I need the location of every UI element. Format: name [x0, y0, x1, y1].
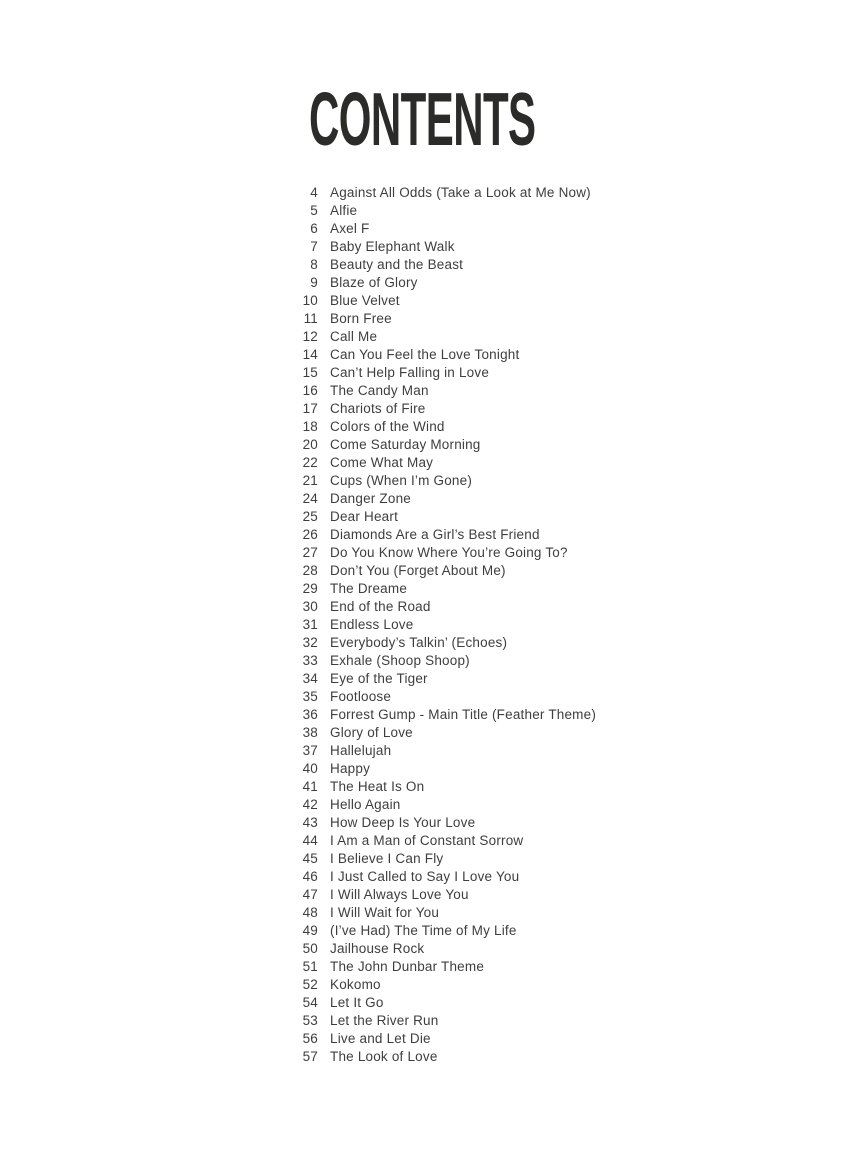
toc-song-title: Let the River Run	[330, 1013, 439, 1028]
toc-entry	[270, 184, 596, 202]
toc-song-title: Forrest Gump - Main Title (Feather Theme)	[330, 707, 597, 722]
toc-page-number: 47	[302, 887, 318, 902]
toc-song-title: Against All Odds (Take a Look at Me Now)	[330, 185, 591, 200]
toc-page-number: 38	[302, 725, 318, 740]
toc-entry	[270, 436, 596, 454]
toc-entry	[270, 562, 596, 580]
toc-song-title: Cups (When I’m Gone)	[330, 473, 473, 488]
toc-entry	[270, 724, 596, 742]
toc-song-title: Diamonds Are a Girl’s Best Friend	[330, 527, 540, 542]
toc-song-title: Born Free	[330, 311, 392, 326]
toc-entry	[270, 688, 596, 706]
toc-entry	[270, 814, 596, 832]
toc-song-title: End of the Road	[330, 599, 431, 614]
toc-page-number: 54	[302, 995, 318, 1010]
toc-song-title: Endless Love	[330, 617, 414, 632]
toc-page-number: 57	[302, 1049, 318, 1064]
toc-page-number: 9	[310, 275, 318, 290]
toc-page-number: 29	[302, 581, 318, 596]
toc-entry	[270, 598, 596, 616]
toc-page-number: 27	[302, 545, 318, 560]
toc-page-number: 22	[302, 455, 318, 470]
toc-page-number: 10	[302, 293, 318, 308]
toc-page-number: 46	[302, 869, 318, 884]
toc-song-title: Don’t You (Forget About Me)	[330, 563, 506, 578]
toc-song-title: Chariots of Fire	[330, 401, 426, 416]
toc-entry	[270, 274, 596, 292]
toc-entry	[270, 310, 596, 328]
toc-song-title: Everybody’s Talkin’ (Echoes)	[330, 635, 508, 650]
toc-entry	[270, 760, 596, 778]
toc-entry	[270, 940, 596, 958]
toc-page-number: 43	[302, 815, 318, 830]
toc-song-title: Hallelujah	[330, 743, 392, 758]
toc-page-number: 30	[302, 599, 318, 614]
toc-entry	[270, 850, 596, 868]
toc-entry	[270, 220, 596, 238]
toc-song-title: Blaze of Glory	[330, 275, 418, 290]
toc-page-number: 28	[302, 563, 318, 578]
toc-entry	[270, 238, 596, 256]
toc-song-title: How Deep Is Your Love	[330, 815, 476, 830]
toc-entry	[270, 454, 596, 472]
toc-song-title: Come Saturday Morning	[330, 437, 481, 452]
toc-entry	[270, 832, 596, 850]
toc-song-title: I Just Called to Say I Love You	[330, 869, 520, 884]
toc-entry	[270, 526, 596, 544]
toc-entry	[270, 580, 596, 598]
toc-song-title: The Heat Is On	[330, 779, 425, 794]
toc-page-number: 40	[302, 761, 318, 776]
toc-entry	[270, 958, 596, 976]
toc-page-number: 24	[302, 491, 318, 506]
toc-song-title: Dear Heart	[330, 509, 399, 524]
toc-page-number: 34	[302, 671, 318, 686]
toc-page-number: 7	[310, 239, 318, 254]
toc-page-number: 37	[302, 743, 318, 758]
toc-entry	[270, 418, 596, 436]
toc-page-number: 50	[302, 941, 318, 956]
toc-song-title: I Will Always Love You	[330, 887, 469, 902]
toc-song-title: I Am a Man of Constant Sorrow	[330, 833, 524, 848]
toc-entry	[270, 544, 596, 562]
toc-entry	[270, 994, 596, 1012]
toc-entry	[270, 634, 596, 652]
toc-entry	[270, 922, 596, 940]
toc-entry	[270, 382, 596, 400]
toc-page-number: 51	[302, 959, 318, 974]
toc-song-title: The Look of Love	[330, 1049, 438, 1064]
toc-song-title: The Dreame	[330, 581, 408, 596]
toc-entry	[270, 1048, 596, 1066]
toc-entry	[270, 508, 596, 526]
toc-entry	[270, 328, 596, 346]
toc-page-number: 33	[302, 653, 318, 668]
toc-page-number: 36	[302, 707, 318, 722]
toc-song-title: Footloose	[330, 689, 392, 704]
toc-entry	[270, 616, 596, 634]
toc-list	[270, 184, 596, 1066]
toc-page-number: 16	[302, 383, 318, 398]
title-container	[0, 77, 845, 161]
toc-page-number: 41	[302, 779, 318, 794]
toc-page-number: 49	[302, 923, 318, 938]
toc-entry	[270, 652, 596, 670]
toc-page-number: 44	[302, 833, 318, 848]
toc-entry	[270, 778, 596, 796]
toc-page-number: 14	[302, 347, 318, 362]
toc-song-title: Blue Velvet	[330, 293, 400, 308]
toc-entry	[270, 292, 596, 310]
toc-page-number: 32	[302, 635, 318, 650]
toc-page-number: 11	[303, 311, 318, 326]
toc-song-title: The Candy Man	[330, 383, 429, 398]
toc-page-number: 12	[302, 329, 318, 344]
toc-song-title: Jailhouse Rock	[330, 941, 425, 956]
toc-page-number: 42	[302, 797, 318, 812]
toc-song-title: (I’ve Had) The Time of My Life	[330, 923, 517, 938]
toc-song-title: Baby Elephant Walk	[330, 239, 455, 254]
toc-song-title: Let It Go	[330, 995, 384, 1010]
toc-page-number: 15	[302, 365, 318, 380]
toc-entry	[270, 904, 596, 922]
toc-song-title: Axel F	[330, 221, 370, 236]
toc-song-title: Can You Feel the Love Tonight	[330, 347, 520, 362]
toc-entry	[270, 490, 596, 508]
toc-page-number: 31	[302, 617, 318, 632]
toc-entry	[270, 400, 596, 418]
toc-entry	[270, 976, 596, 994]
toc-page-number: 4	[310, 185, 318, 200]
toc-page-number: 56	[302, 1031, 318, 1046]
toc-song-title: Do You Know Where You’re Going To?	[330, 545, 568, 560]
toc-song-title: Danger Zone	[330, 491, 411, 506]
toc-song-title: Live and Let Die	[330, 1031, 431, 1046]
toc-entry	[270, 670, 596, 688]
toc-page-number: 53	[302, 1013, 318, 1028]
toc-entry	[270, 202, 596, 220]
toc-page-number: 8	[310, 257, 318, 272]
toc-song-title: Kokomo	[330, 977, 381, 992]
toc-song-title: Call Me	[330, 329, 378, 344]
toc-song-title: Can’t Help Falling in Love	[330, 365, 490, 380]
page-title: CONTENTS	[309, 77, 536, 161]
toc-entry	[270, 1030, 596, 1048]
toc-page-number: 5	[310, 203, 318, 218]
toc-entry	[270, 1012, 596, 1030]
toc-song-title: Exhale (Shoop Shoop)	[330, 653, 470, 668]
toc-page-number: 35	[302, 689, 318, 704]
toc-song-title: I Will Wait for You	[330, 905, 440, 920]
toc-page-number: 25	[302, 509, 318, 524]
toc-entry	[270, 796, 596, 814]
toc-song-title: Eye of the Tiger	[330, 671, 428, 686]
toc-page-number: 6	[310, 221, 318, 236]
toc-page-number: 45	[302, 851, 318, 866]
toc-song-title: Colors of the Wind	[330, 419, 445, 434]
toc-page-number: 20	[302, 437, 318, 452]
toc-song-title: The John Dunbar Theme	[330, 959, 485, 974]
toc-page-number: 21	[302, 473, 318, 488]
toc-song-title: Glory of Love	[330, 725, 413, 740]
toc-page-number: 26	[302, 527, 318, 542]
toc-page-number: 48	[302, 905, 318, 920]
toc-song-title: Alfie	[330, 203, 358, 218]
toc-entry	[270, 256, 596, 274]
toc-entry	[270, 886, 596, 904]
toc-entry	[270, 706, 596, 724]
toc-page-number: 52	[302, 977, 318, 992]
toc-song-title: Beauty and the Beast	[330, 257, 464, 272]
toc-song-title: Hello Again	[330, 797, 401, 812]
toc-entry	[270, 742, 596, 760]
toc-page-number: 17	[302, 401, 318, 416]
toc-song-title: I Believe I Can Fly	[330, 851, 444, 866]
toc-entry	[270, 472, 596, 490]
toc-entry	[270, 868, 596, 886]
toc-song-title: Come What May	[330, 455, 434, 470]
toc-entry	[270, 346, 596, 364]
toc-song-title: Happy	[330, 761, 371, 776]
toc-entry	[270, 364, 596, 382]
toc-page-number: 18	[302, 419, 318, 434]
